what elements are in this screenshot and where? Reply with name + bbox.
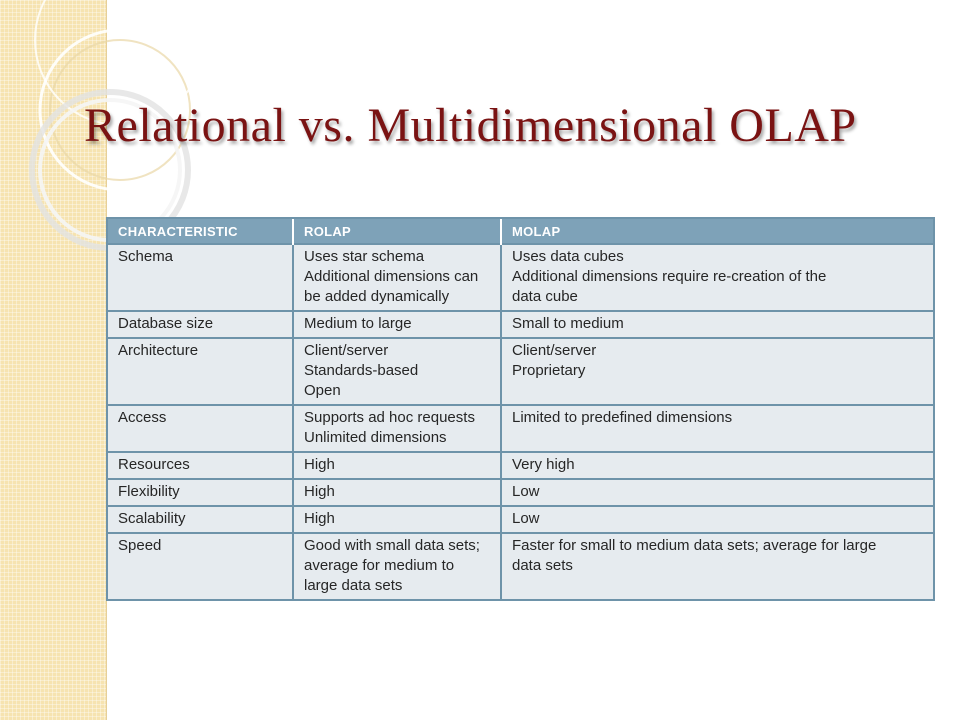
cell-line: Scalability — [118, 510, 186, 527]
cell-rolap — [293, 452, 501, 479]
cell-characteristic — [108, 244, 293, 311]
cell-molap — [501, 479, 933, 506]
cell-line: Low — [512, 510, 540, 527]
cell-line: Uses data cubes — [512, 248, 624, 265]
header-rolap: ROLAP — [293, 219, 501, 244]
cell-rolap — [293, 311, 501, 338]
table-row — [108, 405, 933, 452]
olap-comparison-table — [108, 219, 933, 599]
cell-line: average for medium to — [304, 557, 455, 574]
table-row — [108, 244, 933, 311]
cell-line: Standards-based — [304, 362, 419, 379]
cell-line: Very high — [512, 456, 575, 473]
cell-line: Medium to large — [304, 315, 412, 332]
table-header-row — [108, 219, 933, 244]
cell-molap — [501, 533, 933, 599]
cell-line: Client/server — [304, 342, 389, 359]
cell-line: Additional dimensions can — [304, 268, 479, 285]
header-characteristic: CHARACTERISTIC — [108, 219, 293, 244]
table-row — [108, 338, 933, 405]
cell-line: Resources — [118, 456, 190, 473]
cell-line: be added dynamically — [304, 288, 450, 305]
cell-line: Small to medium — [512, 315, 624, 332]
cell-line: Architecture — [118, 342, 199, 359]
table-row — [108, 311, 933, 338]
cell-line: Limited to predefined dimensions — [512, 409, 733, 426]
cell-molap — [501, 311, 933, 338]
cell-characteristic — [108, 452, 293, 479]
cell-rolap — [293, 479, 501, 506]
cell-line: Proprietary — [512, 362, 586, 379]
cell-molap — [501, 452, 933, 479]
cell-characteristic — [108, 311, 293, 338]
cell-line: Faster for small to medium data sets; average for large — [512, 537, 877, 554]
cell-rolap — [293, 338, 501, 405]
cell-line: Uses star schema — [304, 248, 425, 265]
cell-line: Speed — [118, 537, 162, 554]
cell-characteristic — [108, 533, 293, 599]
cell-rolap — [293, 405, 501, 452]
cell-line: Unlimited dimensions — [304, 429, 447, 446]
cell-line: Database size — [118, 315, 214, 332]
cell-line: High — [304, 456, 335, 473]
cell-line: large data sets — [304, 577, 403, 594]
cell-line: data cube — [512, 288, 578, 305]
cell-molap — [501, 244, 933, 311]
cell-line: data sets — [512, 557, 573, 574]
cell-molap — [501, 338, 933, 405]
cell-rolap — [293, 533, 501, 599]
cell-molap — [501, 506, 933, 533]
cell-molap — [501, 405, 933, 452]
cell-line: Client/server — [512, 342, 597, 359]
cell-rolap — [293, 244, 501, 311]
cell-line: Supports ad hoc requests — [304, 409, 475, 426]
slide-title: Relational vs. Multidimensional OLAP — [84, 99, 857, 152]
cell-line: High — [304, 483, 335, 500]
cell-line: Access — [118, 409, 167, 426]
cell-line: Additional dimensions require re-creation of the — [512, 268, 827, 285]
comparison-table-container — [106, 217, 935, 601]
header-molap: MOLAP — [501, 219, 933, 244]
cell-characteristic — [108, 338, 293, 405]
table-row — [108, 533, 933, 599]
cell-line: Low — [512, 483, 540, 500]
cell-line: Schema — [118, 248, 174, 265]
cell-rolap — [293, 506, 501, 533]
cell-line: Good with small data sets; — [304, 537, 480, 554]
table-row — [108, 479, 933, 506]
cell-line: High — [304, 510, 335, 527]
cell-characteristic — [108, 405, 293, 452]
table-row — [108, 506, 933, 533]
cell-line: Flexibility — [118, 483, 180, 500]
table-row — [108, 452, 933, 479]
cell-characteristic — [108, 479, 293, 506]
cell-line: Open — [304, 382, 341, 399]
cell-characteristic — [108, 506, 293, 533]
